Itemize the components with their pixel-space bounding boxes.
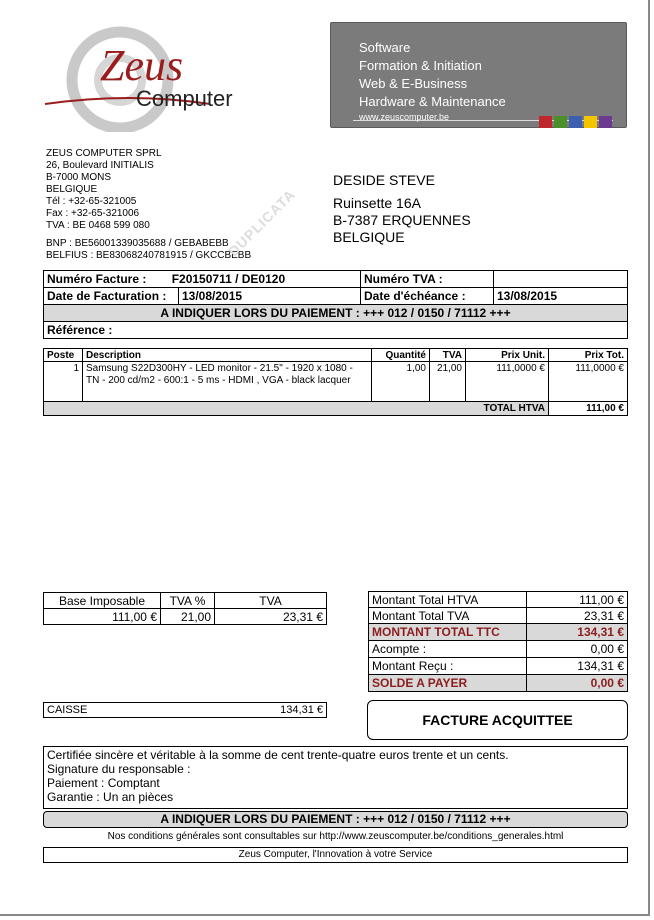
swatch-purple bbox=[599, 116, 612, 128]
company-tva: TVA : BE 0468 599 080 bbox=[46, 220, 150, 231]
payment-reference-bottom: A INDIQUER LORS DU PAIEMENT : +++ 012 / 0150 / 71112 +++ bbox=[43, 811, 628, 828]
reference-field: Référence : bbox=[43, 321, 628, 339]
due-date-value: 13/08/2015 bbox=[493, 287, 628, 305]
client-city: B-7387 ERQUENNES bbox=[333, 212, 471, 228]
line-pos: 1 bbox=[43, 361, 83, 402]
vat-header-rate: TVA % bbox=[160, 592, 215, 609]
footer-slogan: Zeus Computer, l'Innovation à votre Service bbox=[43, 847, 628, 863]
company-belfius: BELFIUS : BE83068240781915 / GKCCBEBB bbox=[46, 250, 252, 261]
client-name: DESIDE STEVE bbox=[333, 172, 435, 188]
due-date-label: Date d'échéance : bbox=[360, 287, 494, 305]
banner-line: Formation & Initiation bbox=[359, 58, 482, 73]
caisse-row bbox=[43, 702, 327, 718]
banner-line: Hardware & Maintenance bbox=[359, 94, 506, 109]
company-bnp: BNP : BE56001339035688 / GEBABEBB bbox=[46, 238, 229, 249]
col-header-unit: Prix Unit. bbox=[465, 348, 549, 362]
tva-number-value bbox=[493, 270, 628, 288]
montant-recu-value: 134,31 € bbox=[526, 657, 628, 675]
col-header-pos: Poste bbox=[43, 348, 83, 362]
line-unit-price: 111,0000 € bbox=[465, 361, 549, 402]
col-header-tva: TVA bbox=[429, 348, 466, 362]
company-country: BELGIQUE bbox=[46, 184, 98, 195]
line-tva: 21,00 bbox=[429, 361, 466, 402]
services-banner bbox=[330, 22, 627, 128]
swatch-red bbox=[539, 116, 552, 128]
line-total-price: 111,0000 € bbox=[548, 361, 628, 402]
vat-header-tva: TVA bbox=[214, 592, 327, 609]
zeus-logo-graphic bbox=[40, 22, 280, 132]
line-description: Samsung S22D300HY - LED monitor - 21.5" - 1920 x 1080 - TN - 200 cd/m2 - 600:1 - 5 ms - HDMI , VGA - black lacquer bbox=[82, 361, 372, 402]
company-street: 26, Boulevard INITIALIS bbox=[46, 160, 154, 171]
conditions-link[interactable]: Nos conditions générales sont consultables sur http://www.zeuscomputer.be/conditions_generales.html bbox=[107, 831, 564, 842]
payment-reference: A INDIQUER LORS DU PAIEMENT : +++ 012 / 0150 / 71112 +++ bbox=[43, 304, 628, 322]
total-tva-row-label: Montant Total TVA bbox=[368, 607, 527, 624]
solde-value: 0,00 € bbox=[526, 674, 628, 692]
total-ttc-value: 134,31 € bbox=[526, 623, 628, 641]
invoice-number-value: F20150711 / DE0120 bbox=[171, 272, 286, 286]
payment-method: Paiement : Comptant bbox=[47, 776, 160, 790]
zeus-logo bbox=[40, 22, 280, 132]
acompte-value: 0,00 € bbox=[526, 640, 628, 658]
notes-box bbox=[43, 746, 628, 809]
banner-line: Software bbox=[359, 40, 411, 55]
invoice-number-label: Numéro Facture : bbox=[47, 272, 147, 286]
col-header-qty: Quantité bbox=[371, 348, 430, 362]
warranty-text: Garantie : Un an pièces bbox=[47, 790, 174, 804]
company-city: B-7000 MONS bbox=[46, 172, 112, 183]
acompte-label: Acompte : bbox=[368, 640, 527, 658]
caisse-label: CAISSE bbox=[47, 704, 88, 716]
vat-rate-value: 21,00 bbox=[160, 608, 215, 625]
company-info bbox=[46, 148, 251, 262]
invoice-date-label: Date de Facturation : bbox=[43, 287, 179, 305]
col-header-desc: Description bbox=[82, 348, 372, 362]
col-header-total: Prix Tot. bbox=[548, 348, 628, 362]
certification-text: Certifiée sincère et véritable à la somme de cent trente-quatre euros trente et un cents. bbox=[47, 748, 509, 762]
montant-recu-label: Montant Reçu : bbox=[368, 657, 527, 675]
vat-amount-value: 23,31 € bbox=[214, 608, 327, 625]
total-htva-row-label: Montant Total HTVA bbox=[368, 591, 527, 608]
facture-acquittee-stamp: FACTURE ACQUITTEE bbox=[367, 700, 628, 740]
total-htva-value: 111,00 € bbox=[548, 401, 628, 416]
invoice-date-value: 13/08/2015 bbox=[178, 287, 361, 305]
caisse-value: 134,31 € bbox=[280, 704, 323, 716]
client-address bbox=[333, 172, 471, 246]
swatch-blue bbox=[569, 116, 582, 128]
total-htva-row-value: 111,00 € bbox=[526, 591, 628, 608]
logo-word-zeus: Zeus bbox=[100, 41, 184, 90]
swatch-green bbox=[554, 116, 567, 128]
total-tva-row-value: 23,31 € bbox=[526, 607, 628, 624]
logo-word-computer: Computer bbox=[136, 86, 233, 111]
solde-label: SOLDE A PAYER bbox=[368, 674, 527, 692]
vat-base-value: 111,00 € bbox=[43, 608, 161, 625]
client-street: Ruinsette 16A bbox=[333, 195, 421, 211]
color-swatches bbox=[539, 116, 612, 128]
client-country: BELGIQUE bbox=[333, 229, 405, 245]
banner-line: Web & E-Business bbox=[359, 76, 468, 91]
line-qty: 1,00 bbox=[371, 361, 430, 402]
company-fax: Fax : +32-65-321006 bbox=[46, 208, 140, 219]
company-tel: Tél : +32-65-321005 bbox=[46, 196, 137, 207]
tva-number-label: Numéro TVA : bbox=[360, 270, 494, 288]
vat-header-base: Base Imposable bbox=[43, 592, 161, 609]
total-htva-label: TOTAL HTVA bbox=[43, 401, 549, 416]
swatch-yellow bbox=[584, 116, 597, 128]
company-name: ZEUS COMPUTER SPRL bbox=[46, 148, 162, 159]
duplicata-watermark: DUPLICATA bbox=[225, 185, 299, 260]
banner-url[interactable]: www.zeuscomputer.be bbox=[359, 112, 450, 122]
total-ttc-label: MONTANT TOTAL TTC bbox=[368, 623, 527, 641]
signature-line: Signature du responsable : bbox=[47, 762, 191, 776]
invoice-number-row bbox=[43, 270, 361, 288]
